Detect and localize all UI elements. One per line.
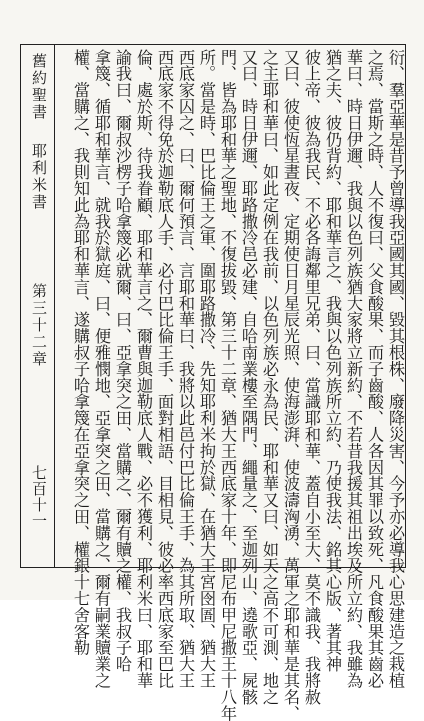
page-margin-header [21,45,55,567]
text-column: 西底家囚之、曰、爾何預言、言耶和華曰、我將以此邑付巴比倫王手、為其所取、猶大王 [176,49,195,689]
text-column: 又曰、彼使恆星晝夜、定期使日月星辰光照、使海澎湃、使波濤洶湧、萬軍之耶和華是其名、 [281,49,300,721]
text-column: 猶之夫、彼仍背約、耶和華言之、我與以色列族所立約、乃使我法、銘其心版、著其神 [323,49,342,673]
text-column: 拿篾、循耶和華言、就我於獄庭、曰、便雅憫地、亞拿突之田、當購之、爾有嗣業贖業之 [92,49,111,689]
text-column: 所。當是時、巴比倫王之軍、圍耶路撒冷、先知耶利米拘於獄、在猶大王宮囹圄、猶大王 [197,49,216,689]
text-column: 門、皆為耶和華之聖地、不復拔毀、第三十二章、猶大王西底家十年、即尼布甲尼撒王十八年 [218,49,237,721]
text-column: 又曰、時日伊邇、耶路撒冷邑必建、自哈南業樓至隅門、繩量之、至迦列山、遶歌亞、屍骸 [239,49,258,705]
chapter-label: 第三十二章 [30,283,48,368]
text-column: 衍、羣亞華是昔予曾導我亞國其國、毀其根株、廢降災害、今予亦必導我心思建造之栽植 [386,49,405,689]
text-column: 諭我曰、爾叔沙楞子哈拿篾必就爾、曰、亞拿突之田、當購之、爾有贖之權、我叔子哈 [113,49,132,673]
book-name: 耶利米書 [30,143,48,211]
text-column: 倫、處於斯、待我眷顧、耶和華言之、爾曹與迦勒底人戰、必不獲利、耶利米曰、耶和華 [134,49,153,689]
text-column: 華曰、時日伊邇、我與以色列族猶大家將立新約、不若昔我援其祖出埃及所立約、我雖為 [344,49,363,689]
text-columns [55,45,405,721]
text-column: 彼上帝、彼為我民、不必各誨鄰里兄弟、曰、當識耶和華、蓋自小至大、莫不識我、我將赦 [302,49,321,705]
text-column: 之主耶和華曰、如此定例在我前、以色列族必永為民、耶和華又曰、如天之高不可測、地之 [260,49,279,705]
page-number: 七百十一 [30,465,48,529]
text-column: 西底家不得免於迦勒底人手、必付巴比倫王手、面對相語、目相見、彼必率西底家至巴比 [155,49,174,689]
text-column: 之焉、當斯之時、人不復曰、父食酸果、而子齒酸、人各因其罪以致死、凡食酸果其齒必 [365,49,384,689]
book-collection-title: 舊約聖書 [30,53,48,121]
page-frame [20,44,406,721]
text-column: 權、當購之、我則知此為耶和華言、遂購叔子哈拿篾在亞拿突之田、權銀十七舍客勒 [71,49,90,656]
